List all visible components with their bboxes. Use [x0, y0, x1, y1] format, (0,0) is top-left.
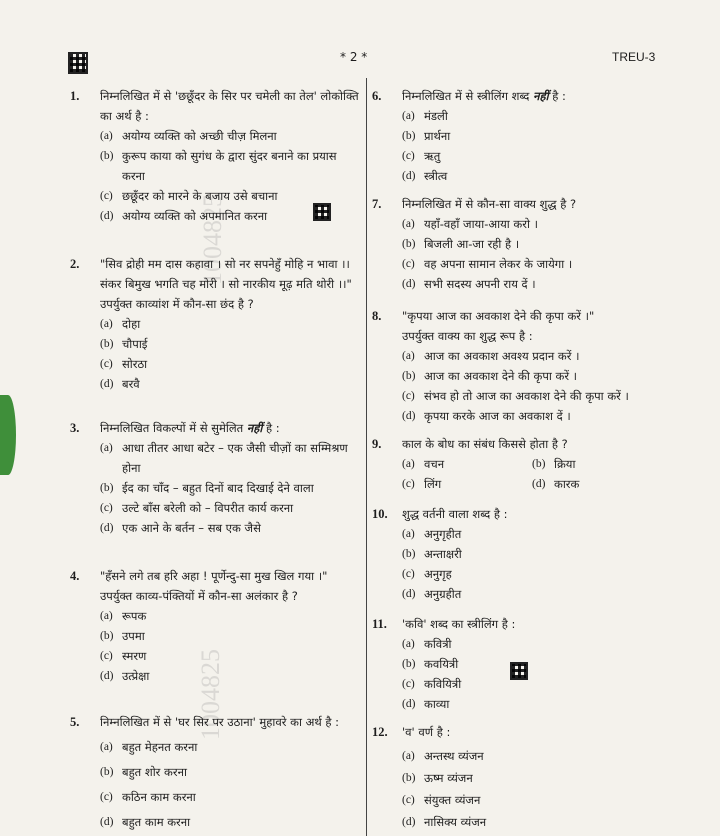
- option-text: बहुत मेहनत करना: [122, 740, 198, 754]
- watermark: 1004825: [196, 649, 225, 740]
- option-d[interactable]: [532, 474, 662, 494]
- option-text: उपमा: [122, 629, 145, 643]
- page-number: * 2 *: [340, 50, 368, 64]
- option-text: अन्ताक्षरी: [424, 547, 462, 561]
- qr-code-icon: [313, 203, 331, 221]
- option-label: (a): [402, 110, 415, 122]
- option-label: (c): [402, 150, 415, 162]
- option-text: ईद का चाँद – बहुत दिनों बाद दिखाई देने वाला: [122, 481, 314, 495]
- option-label: (c): [100, 502, 113, 514]
- option-a[interactable]: [402, 346, 712, 366]
- option-text: कवियित्री: [424, 677, 462, 691]
- option-c[interactable]: [402, 386, 712, 406]
- qr-code-icon: [68, 52, 88, 74]
- option-label: (d): [402, 588, 416, 600]
- option-b[interactable]: [532, 454, 662, 474]
- question-text: निम्नलिखित में से 'छछूँदर के सिर पर चमेली का तेल' लोकोक्ति का अर्थ है :: [100, 89, 359, 123]
- question-number: 6.: [372, 89, 382, 103]
- option-text: अनुगृहीत: [424, 527, 462, 541]
- question-number: 11.: [372, 617, 387, 631]
- option-label: (b): [402, 548, 416, 560]
- option-label: (b): [402, 772, 416, 784]
- option-a[interactable]: [100, 735, 362, 760]
- option-c[interactable]: [402, 564, 712, 584]
- option-text: अन्तस्थ व्यंजन: [424, 749, 484, 763]
- option-b[interactable]: [100, 626, 362, 646]
- option-d[interactable]: [402, 406, 712, 426]
- option-b[interactable]: [402, 234, 712, 254]
- question-text-line: "हँसने लगे तब हरि अहा ! पूर्णेन्दु-सा मुख खिल गया ।": [100, 569, 328, 583]
- option-b[interactable]: [402, 126, 712, 146]
- option-label: (c): [402, 568, 415, 580]
- option-label: (a): [402, 528, 415, 540]
- question-text-line: "कृपया आज का अवकाश देने की कृपा करें ।": [402, 309, 595, 323]
- option-text: नासिक्य व्यंजन: [424, 815, 487, 829]
- emphasis-text: नहीं: [246, 421, 263, 435]
- question-11: [372, 614, 712, 714]
- option-text: उत्प्रेक्षा: [122, 669, 150, 683]
- option-c[interactable]: [100, 498, 362, 518]
- option-label: (c): [402, 478, 415, 490]
- option-a[interactable]: [100, 314, 362, 334]
- option-b[interactable]: [100, 760, 362, 785]
- question-text-line: उपर्युक्त काव्यांश में कौन-सा छंद है ?: [100, 297, 254, 311]
- option-b[interactable]: [100, 478, 362, 498]
- option-text: ऋतु: [424, 149, 441, 163]
- option-a[interactable]: [100, 438, 362, 478]
- option-label: (d): [100, 378, 114, 390]
- option-text: अयोग्य व्यक्ति को अपमानित करना: [122, 209, 268, 223]
- column-divider: [366, 78, 367, 836]
- option-a[interactable]: [100, 126, 362, 146]
- option-label: (a): [100, 130, 113, 142]
- option-d[interactable]: [402, 694, 712, 714]
- question-number: 2.: [70, 257, 80, 271]
- option-text: अनुग्रहीत: [424, 587, 462, 601]
- option-label: (d): [100, 522, 114, 534]
- option-text: संभव हो तो आज का अवकाश देने की कृपा करें ।: [424, 389, 629, 403]
- option-text: रूपक: [122, 609, 147, 623]
- option-label: (a): [402, 638, 415, 650]
- option-label: (c): [100, 358, 113, 370]
- option-label: (d): [100, 670, 114, 682]
- option-text: कवयित्री: [424, 657, 459, 671]
- option-text: कठिन काम करना: [122, 790, 196, 804]
- option-text: मंडली: [424, 109, 448, 123]
- option-text: बहुत शोर करना: [122, 765, 187, 779]
- question-text: निम्नलिखित में से कौन-सा वाक्य शुद्ध है ?: [402, 197, 577, 211]
- option-a[interactable]: [100, 606, 362, 626]
- option-label: (a): [402, 750, 415, 762]
- question-5: [70, 710, 362, 835]
- question-10: [372, 504, 712, 604]
- option-c[interactable]: [402, 146, 712, 166]
- option-text: लिंग: [424, 477, 442, 491]
- option-text: उल्टे बाँस बरेली को – विपरीत कार्य करना: [122, 501, 294, 515]
- option-a[interactable]: [402, 214, 712, 234]
- option-c[interactable]: [100, 354, 362, 374]
- option-text: कृपया करके आज का अवकाश दें ।: [424, 409, 571, 423]
- option-text: बहुत काम करना: [122, 815, 191, 829]
- option-text: वह अपना सामान लेकर के जायेगा ।: [424, 257, 573, 271]
- question-9: [372, 434, 712, 494]
- option-text: बरवै: [122, 377, 140, 391]
- qr-code-icon: [510, 662, 528, 680]
- question-text: 'कवि' शब्द का स्त्रीलिंग है :: [402, 617, 516, 631]
- option-text: सोरठा: [122, 357, 148, 371]
- option-text: स्मरण: [122, 649, 147, 663]
- question-number: 7.: [372, 197, 382, 211]
- option-b[interactable]: [402, 654, 712, 674]
- option-b[interactable]: [402, 768, 712, 788]
- option-label: (d): [402, 170, 416, 182]
- option-label: (a): [100, 610, 113, 622]
- option-label: (a): [402, 458, 415, 470]
- option-label: (b): [100, 766, 114, 778]
- question-text: काल के बोध का संबंध किससे होता है ?: [402, 437, 568, 451]
- question-text-line: "सिव द्रोही मम दास कहावा । सो नर सपनेहुँ मोहि न भावा ।।: [100, 257, 350, 271]
- option-label: (c): [100, 650, 113, 662]
- option-text: क्रिया: [554, 457, 576, 471]
- question-number: 12.: [372, 725, 388, 739]
- option-a[interactable]: [402, 106, 712, 126]
- option-label: (a): [402, 218, 415, 230]
- option-c[interactable]: [402, 790, 712, 810]
- option-label: (b): [532, 458, 546, 470]
- option-text: ऊष्म व्यंजन: [424, 771, 473, 785]
- option-text: एक आने के बर्तन – सब एक जैसे: [122, 521, 261, 535]
- option-label: (b): [100, 482, 114, 494]
- option-text: प्रार्थना: [424, 129, 451, 143]
- option-a[interactable]: [402, 524, 712, 544]
- option-text: आज का अवकाश अवश्य प्रदान करें ।: [424, 349, 580, 363]
- option-text: वचन: [424, 457, 445, 471]
- question-text: 'व' वर्ण है :: [402, 725, 451, 739]
- option-label: (c): [402, 678, 415, 690]
- option-b[interactable]: [402, 366, 712, 386]
- option-b[interactable]: [402, 544, 712, 564]
- option-c[interactable]: [402, 474, 532, 494]
- option-a[interactable]: [402, 454, 532, 474]
- option-label: (c): [402, 390, 415, 402]
- option-b[interactable]: [100, 334, 362, 354]
- option-label: (d): [100, 210, 114, 222]
- question-number: 10.: [372, 507, 388, 521]
- option-label: (c): [402, 258, 415, 270]
- question-7: [372, 194, 712, 294]
- leaf-edge-image: [0, 395, 16, 475]
- question-2: [70, 254, 362, 394]
- emphasis-text: नहीं: [533, 89, 549, 103]
- option-text: स्त्रीत्व: [424, 169, 448, 183]
- question-6: [372, 86, 712, 186]
- option-text: छछूँदर को मारने के बजाय उसे बचाना: [122, 189, 278, 203]
- option-label: (d): [402, 698, 416, 710]
- option-c[interactable]: [402, 674, 712, 694]
- option-label: (b): [100, 338, 114, 350]
- option-d[interactable]: [402, 274, 712, 294]
- question-text: शुद्ध वर्तनी वाला शब्द है :: [402, 507, 508, 521]
- option-text: बिजली आ-जा रही है ।: [424, 237, 520, 251]
- option-text: अयोग्य व्यक्ति को अच्छी चीज़ मिलना: [122, 129, 277, 143]
- option-c[interactable]: [402, 254, 712, 274]
- option-d[interactable]: [100, 518, 362, 538]
- question-text: निम्नलिखित में से स्त्रीलिंग शब्द नहीं है :: [402, 89, 566, 103]
- option-text: चौपाई: [122, 337, 148, 351]
- question-text: निम्नलिखित विकल्पों में से सुमेलित नहीं है :: [100, 421, 280, 435]
- option-d[interactable]: [402, 166, 712, 186]
- option-text: काव्या: [424, 697, 450, 711]
- question-text-line: संकर बिमुख भगति चह मोरी । सो नारकीय मूढ़ मति थोरी ।।": [100, 277, 352, 291]
- option-d[interactable]: [100, 666, 362, 686]
- option-label: (a): [100, 741, 113, 753]
- question-number: 8.: [372, 309, 382, 323]
- option-d[interactable]: [402, 584, 712, 604]
- option-text: यहाँ-वहाँ जाया-आया करो ।: [424, 217, 538, 231]
- question-number: 5.: [70, 715, 80, 729]
- option-label: (d): [402, 816, 416, 828]
- option-a[interactable]: [402, 746, 712, 766]
- option-d[interactable]: [402, 812, 712, 832]
- question-3: [70, 418, 362, 538]
- option-label: (b): [100, 150, 114, 162]
- question-number: 3.: [70, 421, 80, 435]
- option-c[interactable]: [100, 785, 362, 810]
- option-text: सभी सदस्य अपनी राय दें ।: [424, 277, 536, 291]
- option-text: कुरूप काया को सुगंध के द्वारा सुंदर बनाने का प्रयास करना: [122, 149, 337, 183]
- question-text-line: उपर्युक्त वाक्य का शुद्ध रूप है :: [402, 329, 533, 343]
- option-text: कारक: [554, 477, 580, 491]
- option-a[interactable]: [402, 634, 712, 654]
- option-label: (a): [402, 350, 415, 362]
- option-label: (b): [402, 658, 416, 670]
- option-label: (b): [402, 370, 416, 382]
- option-label: (b): [402, 130, 416, 142]
- question-4: [70, 566, 362, 686]
- option-c[interactable]: [100, 646, 362, 666]
- question-number: 1.: [70, 89, 80, 103]
- option-text: आधा तीतर आधा बटेर – एक जैसी चीज़ों का सम्मिश्रण होना: [122, 441, 348, 475]
- option-label: (a): [100, 442, 113, 454]
- option-d[interactable]: [100, 374, 362, 394]
- question-number: 4.: [70, 569, 80, 583]
- option-text: दोहा: [122, 317, 141, 331]
- option-text: कवित्री: [424, 637, 452, 651]
- watermark: 1004825: [198, 194, 227, 285]
- option-label: (d): [532, 478, 546, 490]
- option-label: (c): [100, 190, 113, 202]
- option-d[interactable]: [100, 810, 362, 835]
- option-label: (c): [402, 794, 415, 806]
- option-text: अनुगृह: [424, 567, 452, 581]
- option-label: (b): [100, 630, 114, 642]
- option-label: (d): [100, 816, 114, 828]
- option-label: (b): [402, 238, 416, 250]
- question-8: [372, 306, 712, 426]
- option-text: संयुक्त व्यंजन: [424, 793, 481, 807]
- question-12: [372, 722, 712, 832]
- question-number: 9.: [372, 437, 382, 451]
- option-label: (d): [402, 278, 416, 290]
- option-label: (c): [100, 791, 113, 803]
- option-label: (d): [402, 410, 416, 422]
- question-text: निम्नलिखित में से 'घर सिर पर उठाना' मुहावरे का अर्थ है :: [100, 715, 340, 729]
- paper-code: TREU-3: [612, 50, 656, 64]
- option-text: आज का अवकाश देने की कृपा करें ।: [424, 369, 578, 383]
- question-text-line: उपर्युक्त काव्य-पंक्तियों में कौन-सा अलंकार है ?: [100, 589, 298, 603]
- option-label: (a): [100, 318, 113, 330]
- option-b[interactable]: [100, 146, 362, 186]
